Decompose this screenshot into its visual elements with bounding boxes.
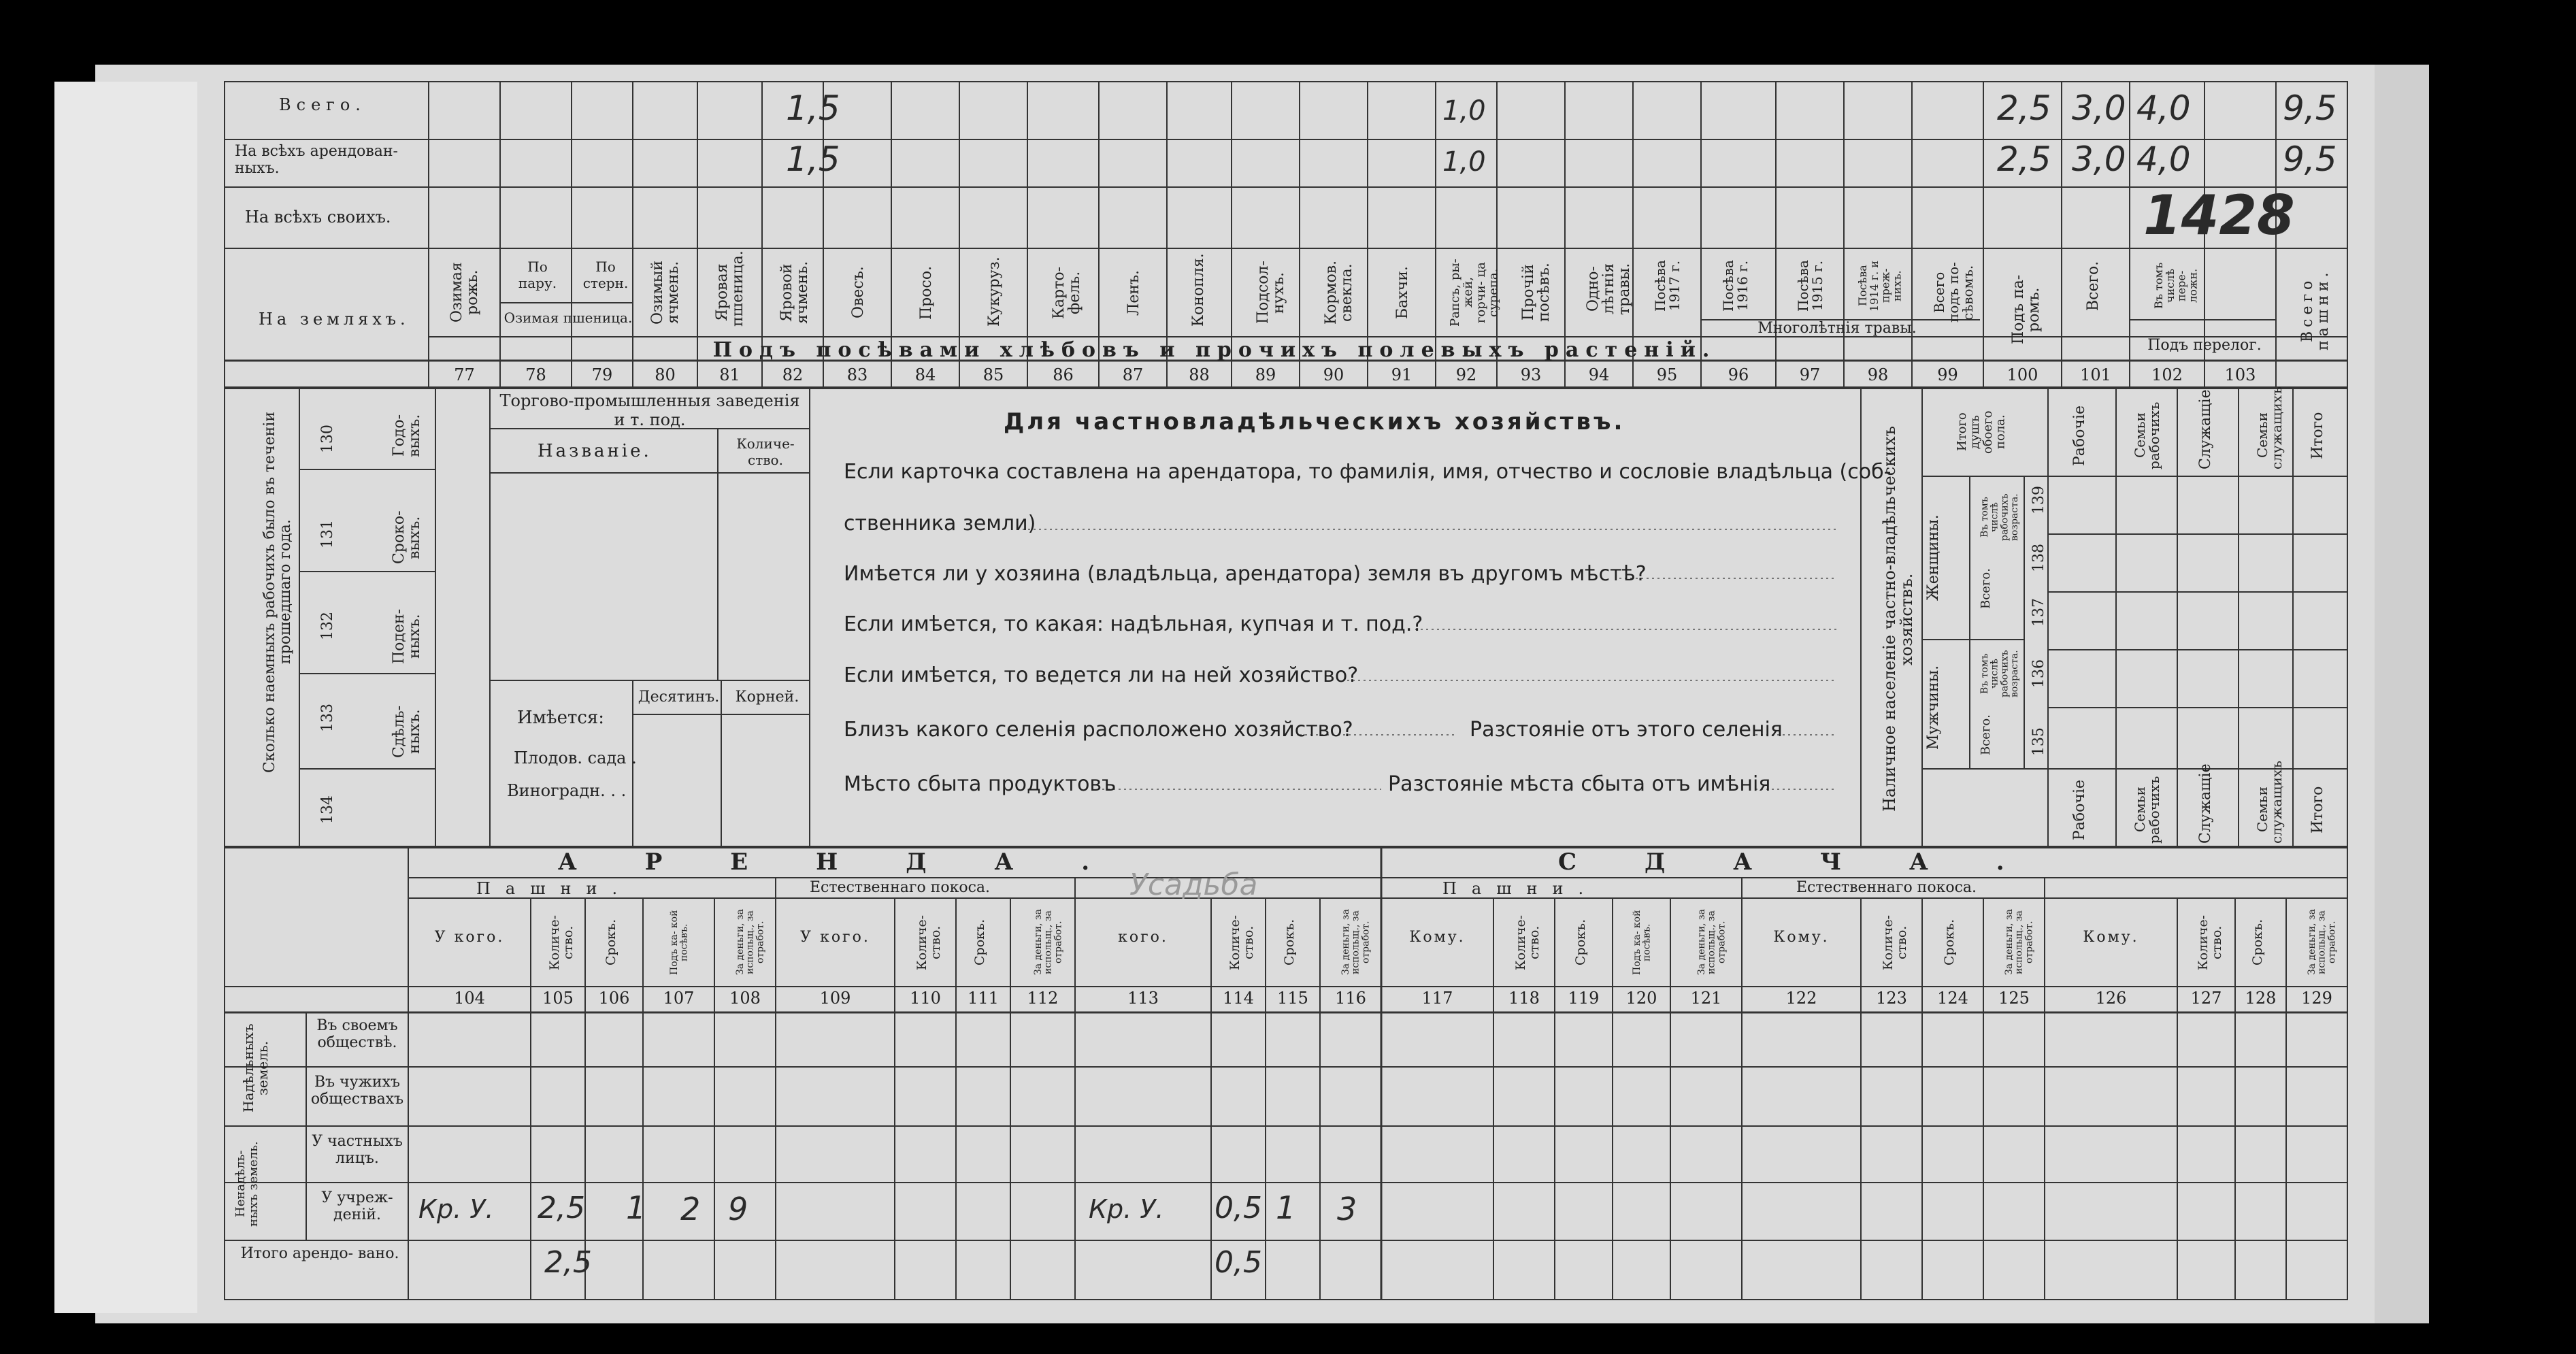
crop-col-80: Озимый ячмень. [649, 261, 682, 325]
q-farming: Если имѣется, то ведется ли на ней хозяйство? [844, 663, 1359, 687]
lease-num-128: 128 [2245, 989, 2277, 1008]
hw-c100-r1: 3,0 [2072, 88, 2126, 128]
lease-head-srok-124: Срокъ. [1942, 919, 1957, 966]
hw-institution-srok-2: 1 [1276, 1189, 1296, 1226]
trade-title: Торгово-промышленныя заведенiя и т. под. [499, 391, 800, 429]
crop-banner: Подъ посѣвами хлѣбовъ и прочихъ полевыхъ растенiй. [712, 338, 1717, 362]
crop-col-103: Всего пашни. [2299, 268, 2332, 351]
hw-institution-kogo-2: Кр. У. [1089, 1194, 1164, 1224]
lease-head-komu-117: Кому. [1409, 929, 1466, 946]
worker-podennykh: Поден- ныхъ. [391, 608, 424, 664]
lease-num-106: 106 [598, 989, 630, 1008]
lease-head-u_kogo-104: У кого. [434, 929, 505, 946]
crop-num-100: 100 [2007, 365, 2038, 384]
q-near-village: Близъ какого селенiя расположено хозяйство? [844, 718, 1353, 742]
lease-num-123: 123 [1876, 989, 1907, 1008]
crop-col-86: Карто- фель. [1051, 266, 1084, 319]
num-134: 134 [319, 795, 336, 824]
crop-num-102: 102 [2151, 365, 2183, 384]
men-working: Въ томъ числѣ рабочихъ возраста. [1979, 650, 2021, 697]
hw-institution-kogo: Кр. У. [418, 1194, 494, 1224]
lease-num-126: 126 [2095, 989, 2127, 1008]
trade-name-col: Названiе. [538, 441, 652, 461]
lease-num-127: 127 [2190, 989, 2222, 1008]
crop-col-90: Кормов. свекла. [1323, 260, 1356, 325]
crop-num-91: 91 [1391, 365, 1413, 384]
perelog-label: Подъ перелог. [2147, 337, 2262, 354]
lease-head-srok-115: Срокъ. [1282, 919, 1297, 966]
lease-num-104: 104 [454, 989, 485, 1008]
worker-srokovykh: Сроко- выхъ. [391, 510, 424, 565]
sdacha-pokos: Естественнаго покоса. [1796, 879, 1977, 896]
crop-num-86: 86 [1053, 365, 1074, 384]
row-private-persons: У частныхъ лицъ. [312, 1133, 403, 1167]
num-139: 139 [2030, 486, 2047, 514]
hw-c82-r1: 1,5 [786, 88, 840, 128]
men-vsego: Всего. [1979, 714, 1993, 755]
lease-num-113: 113 [1127, 989, 1159, 1008]
crop-num-83: 83 [846, 365, 868, 384]
hw-c101-r2: 4,0 [2136, 139, 2191, 179]
crop-col-78: По пару. [518, 259, 557, 291]
population-title: Наличное населенiе частно-владѣльческихъ хозяйствъ. [1880, 426, 1917, 812]
num-136: 136 [2030, 659, 2047, 688]
crop-num-77: 77 [454, 365, 475, 384]
crop-num-95: 95 [1656, 365, 1678, 384]
has-label: Имѣется: [517, 708, 605, 728]
lease-num-118: 118 [1508, 989, 1540, 1008]
crop-num-78: 78 [525, 365, 546, 384]
pop-itogo-top: Итого [2309, 412, 2326, 459]
lease-head-pod_posev-120: Подъ ка- кой посѣвъ. [1631, 910, 1653, 975]
crop-num-90: 90 [1323, 365, 1344, 384]
ozim-wheat-label: Озимая пшеница. [503, 310, 633, 326]
q-distance-village: Разстоянiе отъ этого селенiя [1470, 718, 1783, 742]
num-131: 131 [319, 520, 336, 548]
row-na-zemlyakh: На земляхъ. [259, 310, 410, 329]
lease-head-kogo-113: кого. [1118, 929, 1168, 946]
pop-staff-families-top: Семьи служащихъ [2254, 386, 2285, 469]
lease-num-105: 105 [542, 989, 574, 1008]
crop-num-99: 99 [1937, 365, 1958, 384]
row-own-society: Въ своемъ обществѣ. [316, 1017, 398, 1051]
crop-num-94: 94 [1588, 365, 1610, 384]
lease-head-srok-111: Срокъ. [972, 919, 987, 966]
lease-head-komu-126: Кому. [2083, 929, 2139, 946]
crop-num-98: 98 [1867, 365, 1889, 384]
hw-institution-col107: 2 [680, 1191, 701, 1227]
crop-col-101: Всего. [2085, 261, 2102, 311]
women-working: Въ томъ числѣ рабочихъ возраста. [1979, 493, 2021, 541]
hw-c91-r2: 1,0 [1442, 146, 1486, 178]
q-sale-place: Мѣсто сбыта продуктовъ [844, 772, 1117, 796]
hw-c101-r1: 4,0 [2136, 88, 2191, 128]
faint-stamp-text: Усадьба [1129, 868, 1258, 902]
crop-col-79: По стерн. [582, 259, 629, 291]
lease-head-komu-122: Кому. [1773, 929, 1830, 946]
lease-num-124: 124 [1937, 989, 1968, 1008]
lease-head-kolich-127: Количе- ство. [2195, 914, 2224, 970]
crop-col-84: Просо. [918, 265, 935, 320]
lease-num-120: 120 [1625, 989, 1657, 1008]
crop-num-80: 80 [655, 365, 676, 384]
crop-col-88: Конопля. [1190, 253, 1207, 327]
lease-head-u_kogo-109: У кого. [800, 929, 870, 946]
pop-workers-top: Рабочiе [2071, 405, 2088, 466]
crop-col-87: Ленъ. [1125, 269, 1142, 316]
mnogolet-label: Многолѣтнiя травы. [1757, 320, 1917, 337]
row-arendovannykh: На всѣхъ арендован- ныхъ. [235, 143, 398, 177]
lease-num-116: 116 [1335, 989, 1366, 1008]
hw-institution-srok: 1 [626, 1189, 646, 1226]
arenda-pokos: Естественнаго покоса. [810, 879, 991, 896]
desyat-label: Десятинъ. [638, 689, 720, 706]
lease-num-129: 129 [2301, 989, 2332, 1008]
pop-staff-families-bottom: Семьи служащихъ [2254, 761, 2285, 844]
hw-itogo-qty: 2,5 [544, 1245, 592, 1280]
lease-num-111: 111 [968, 989, 999, 1008]
lease-head-srok-128: Срокъ. [2249, 919, 2265, 966]
lease-num-119: 119 [1568, 989, 1600, 1008]
workers-title: Сколько наемныхъ рабочихъ было въ теченiи прошедшаго года. [261, 411, 295, 773]
hw-c103-r1: 9,5 [2283, 88, 2337, 128]
women-vsego: Всего. [1979, 568, 1993, 609]
worker-godovykh: Годо- выхъ. [391, 414, 424, 457]
non-nadel-land-label: Ненадѣль- ныхъ земель. [233, 1141, 261, 1227]
q-distance-sale: Разстоянiе мѣста сбыта отъ имѣнiя [1388, 772, 1771, 796]
hw-c103-r2: 9,5 [2283, 139, 2337, 179]
row-institutions: У учреж- денiй. [321, 1189, 393, 1223]
lease-num-110: 110 [910, 989, 941, 1008]
hw-stamp-number: 1428 [2143, 184, 2295, 247]
hw-c82-r2: 1,5 [786, 139, 840, 179]
lease-num-125: 125 [1998, 989, 2030, 1008]
itogo-dush: Итого душъ обоего пола. [1955, 410, 2008, 454]
crop-num-103: 103 [2224, 365, 2256, 384]
crop-col-85: Кукуруз. [986, 257, 1003, 327]
pop-workers-bottom: Рабочiе [2071, 779, 2088, 840]
q-other-land: Имѣется ли у хозяина (владѣльца, арендатора) земля въ другомъ мѣстѣ? [844, 562, 1647, 586]
hw-institution-col108: 9 [728, 1191, 748, 1227]
crop-num-87: 87 [1122, 365, 1144, 384]
lease-num-109: 109 [819, 989, 851, 1008]
hw-itogo-qty-2: 0,5 [1215, 1245, 1262, 1280]
row-itogo-arendovano: Итого арендо- вано. [240, 1245, 399, 1262]
pop-staff-top: Служащiе [2197, 389, 2214, 469]
hw-c100-r2: 3,0 [2072, 139, 2126, 179]
crop-num-97: 97 [1799, 365, 1821, 384]
q-land-type: Если имѣется, то какая: надѣльная, купчая и т. под.? [844, 612, 1423, 636]
lease-num-121: 121 [1690, 989, 1722, 1008]
lease-head-za_dengi-129: За деньги, за испольщ., за отработ. [2307, 909, 2338, 976]
pop-worker-families-bottom: Семьи рабочихъ [2132, 776, 2162, 844]
crop-col-91: Бахчи. [1394, 266, 1411, 319]
lease-head-srok-119: Срокъ. [1572, 919, 1588, 966]
pop-itogo-bottom: Итого [2309, 786, 2326, 833]
crop-num-93: 93 [1520, 365, 1542, 384]
crop-col-96: Посѣва 1916 г. [1720, 260, 1751, 312]
lease-num-115: 115 [1277, 989, 1308, 1008]
q-owner: Если карточка составлена на арендатора, то фамилiя, имя, отчество и сословiе владѣльца (соб- [844, 460, 1892, 484]
trade-qty-col: Количе- ство. [736, 435, 795, 468]
lease-head-za_dengi-116: За деньги, за испольщ., за отработ. [1340, 909, 1372, 976]
lease-head-kolich-123: Количе- ство. [1881, 914, 1909, 970]
q-owner-cont: ственника земли) [844, 512, 1036, 535]
lease-num-107: 107 [663, 989, 695, 1008]
sdacha-pashni: Пашни. [1442, 879, 1599, 898]
num-138: 138 [2030, 544, 2047, 572]
crop-num-92: 92 [1455, 365, 1477, 384]
hw-c91-r1: 1,0 [1442, 95, 1486, 127]
korney-label: Корней. [735, 689, 799, 706]
lease-head-srok-106: Срокъ. [603, 919, 618, 966]
crop-col-93: Прочiй посѣвъ. [1520, 263, 1553, 323]
lease-head-za_dengi-108: За деньги, за испольщ., за отработ. [735, 909, 766, 976]
row-vsego: Всего. [279, 95, 366, 114]
hw-institution-col116: 3 [1337, 1191, 1357, 1227]
vineyards-label: Виноградн. . . [507, 781, 627, 800]
hw-institution-qty: 2,5 [538, 1191, 585, 1225]
lease-head-za_dengi-112: За деньги, за испольщ., за отработ. [1032, 909, 1063, 976]
women-label: Женщины. [1925, 514, 1942, 601]
crop-col-97: Посѣва 1915 г. [1795, 260, 1826, 312]
private-title: Для частновладѣльческихъ хозяйствъ. [1004, 408, 1625, 435]
lease-num-117: 117 [1421, 989, 1453, 1008]
arenda-pashni: Пашни. [476, 879, 633, 898]
crop-num-82: 82 [782, 365, 804, 384]
num-135: 135 [2030, 727, 2047, 756]
lease-num-114: 114 [1223, 989, 1254, 1008]
crop-num-88: 88 [1189, 365, 1210, 384]
lease-head-pod_posev-107: Подъ ка- кой посѣвъ. [668, 910, 690, 975]
crop-col-100: Подъ па- ромъ. [2010, 274, 2043, 345]
crop-col-81: Яровая пшеница. [714, 250, 747, 327]
lease-num-112: 112 [1027, 989, 1059, 1008]
pop-worker-families-top: Семьи рабочихъ [2132, 401, 2162, 469]
crop-col-82: Яровой ячмень. [778, 261, 812, 325]
men-label: Мужчины. [1925, 665, 1942, 750]
crop-num-84: 84 [914, 365, 936, 384]
crop-num-96: 96 [1728, 365, 1749, 384]
num-133: 133 [319, 704, 336, 732]
crop-num-81: 81 [719, 365, 740, 384]
lease-head-kolich-118: Количе- ство. [1513, 914, 1542, 970]
crop-col-77: Озимая рожь. [448, 262, 482, 323]
crop-col-99: Всего подъ по- сѣвомъ. [1931, 262, 1976, 323]
lease-head-za_dengi-121: За деньги, за испольщ., за отработ. [1696, 909, 1727, 976]
num-137: 137 [2030, 598, 2047, 627]
crop-col-92: Рапсъ, ры- жей, горчи- ца сурепа. [1448, 259, 1501, 327]
crop-num-89: 89 [1255, 365, 1276, 384]
hw-institution-qty-2: 0,5 [1215, 1191, 1262, 1225]
crop-col-102: Въ томъ числѣ пере- ложн. [2152, 262, 2200, 310]
crop-num-79: 79 [591, 365, 613, 384]
crop-col-98: Посѣва 1914 г. и преж- нихъ. [1856, 260, 1904, 312]
row-svoikh: На всѣхъ своихъ. [245, 208, 391, 227]
crop-col-94: Одно- лѣтнiя травы. [1585, 263, 1634, 316]
row-other-societies: Въ чужихъ обществахъ [310, 1074, 404, 1108]
crop-num-85: 85 [982, 365, 1004, 384]
worker-sdelnykh: Сдѣль- ныхъ. [391, 705, 424, 758]
lease-head-kolich-110: Количе- ство. [914, 914, 943, 970]
crop-num-101: 101 [2080, 365, 2111, 384]
crop-col-89: Подсол- нухъ. [1255, 261, 1288, 325]
crop-col-83: Овесъ. [850, 266, 867, 319]
hw-c99-r1: 2,5 [1997, 88, 2051, 128]
orchards-label: Плодов. сада . [514, 748, 637, 767]
lease-head-kolich-105: Количе- ство. [547, 914, 576, 970]
hw-c99-r2: 2,5 [1997, 139, 2051, 179]
lease-head-kolich-114: Количе- ство. [1227, 914, 1256, 970]
num-130: 130 [319, 425, 336, 453]
lease-num-122: 122 [1785, 989, 1817, 1008]
sdacha-banner: СДАЧА. [1558, 848, 2073, 876]
num-132: 132 [319, 612, 336, 640]
crop-col-95: Посѣва 1917 г. [1652, 260, 1683, 312]
lease-num-108: 108 [729, 989, 761, 1008]
arenda-banner: АРЕНДА. [558, 848, 1158, 876]
pop-staff-bottom: Служащiе [2197, 763, 2214, 844]
nadel-land-label: Надѣльныхъ земель. [240, 1023, 271, 1113]
lease-head-za_dengi-125: За деньги, за испольщ., за отработ. [2004, 909, 2035, 976]
